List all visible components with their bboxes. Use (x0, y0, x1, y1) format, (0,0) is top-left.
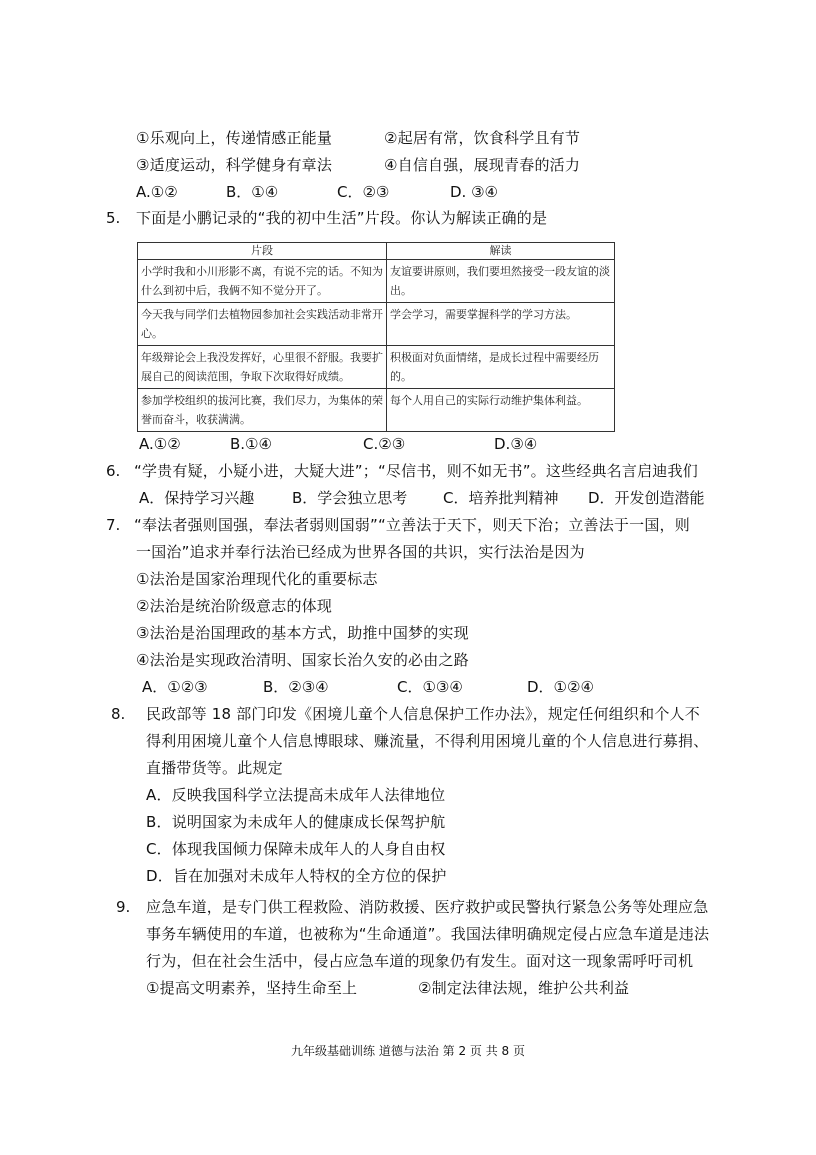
table-header-reading: 解读 (387, 243, 615, 260)
q7-item-4: ④法治是实现政治清明、国家长治久安的必由之路 (136, 651, 469, 669)
q7-option-b: B．②③④ (263, 678, 329, 696)
q5-option-a: A.①② (139, 435, 181, 453)
q8-option-c: C．体现我国倾力保障未成年人的人身自由权 (146, 840, 446, 858)
q4-item-2: ②起居有常，饮食科学且有节 (384, 129, 581, 147)
page-footer: 九年级基础训练 道德与法治 第 2 页 共 8 页 (291, 1044, 525, 1058)
q6-option-d: D．开发创造潜能 (588, 489, 705, 507)
q6-option-c: C．培养批判精神 (443, 489, 559, 507)
q4-option-c: C．②③ (337, 183, 390, 201)
q4-item-1: ①乐观向上，传递情感正能量 (136, 129, 333, 147)
table-cell-reading: 学会学习，需要掌握科学的学习方法。 (387, 303, 615, 346)
table-row (138, 389, 615, 432)
q5-stem: 下面是小鹏记录的“我的初中生活”片段。你认为解读正确的是 (136, 209, 548, 227)
q7-item-3: ③法治是治国理政的基本方式，助推中国梦的实现 (136, 624, 469, 642)
q5-number: 5. (106, 209, 121, 227)
q8-number: 8. (111, 705, 126, 723)
q5-option-b: B.①④ (230, 435, 272, 453)
q5-option-c: C.②③ (363, 435, 406, 453)
table-cell-reading: 积极面对负面情绪，是成长过程中需要经历的。 (387, 346, 615, 389)
table-row (138, 260, 615, 303)
q8-option-b: B．说明国家为未成年人的健康成长保驾护航 (146, 813, 446, 831)
q7-option-a: A．①②③ (142, 678, 208, 696)
table-cell-reading: 每个人用自己的实际行动维护集体利益。 (387, 389, 615, 432)
q4-item-4: ④自信自强，展现青春的活力 (384, 156, 581, 174)
table-cell-fragment: 年级辩论会上我没发挥好，心里很不舒服。我要扩展自己的阅读范围，争取下次取得好成绩。 (138, 346, 387, 389)
q9-item-2: ②制定法律法规，维护公共利益 (418, 979, 630, 997)
q5-table (137, 242, 615, 432)
table-row (138, 346, 615, 389)
q4-option-a: A.①② (136, 183, 178, 201)
q6-option-b: B．学会独立思考 (292, 489, 408, 507)
q9-number: 9. (116, 898, 131, 916)
q7-item-2: ②法治是统治阶级意志的体现 (136, 597, 333, 615)
q7-stem-line-1: “奉法者强则国强，奉法者弱则国弱”“立善法于天下，则天下治；立善法于一国，则 (134, 516, 690, 534)
q8-stem-line-1: 民政部等 18 部门印发《困境儿童个人信息保护工作办法》，规定任何组织和个人不 (146, 705, 700, 723)
q7-item-1: ①法治是国家治理现代化的重要标志 (136, 570, 378, 588)
q5-option-d: D.③④ (494, 435, 538, 453)
table-cell-fragment: 今天我与同学们去植物园参加社会实践活动非常开心。 (138, 303, 387, 346)
table-header-fragment: 片段 (138, 243, 387, 260)
table-cell-fragment: 小学时我和小川形影不离，有说不完的话。不知为什么到初中后，我俩不知不觉分开了。 (138, 260, 387, 303)
q9-stem-line-2: 事务车辆使用的车道，也被称为“生命通道”。我国法律明确规定侵占应急车道是违法 (146, 925, 710, 943)
q9-stem-line-1: 应急车道，是专门供工程救险、消防救援、医疗救护或民警执行紧急公务等处理应急 (146, 898, 709, 916)
q7-option-d: D．①②④ (527, 678, 594, 696)
q8-option-a: A．反映我国科学立法提高未成年人法律地位 (146, 786, 446, 804)
q8-option-d: D．旨在加强对未成年人特权的全方位的保护 (146, 867, 447, 885)
q7-stem-line-2: 一国治”追求并奉行法治已经成为世界各国的共识，实行法治是因为 (136, 543, 585, 561)
q4-option-d: D. ③④ (450, 183, 498, 201)
table-cell-reading: 友谊要讲原则，我们要坦然接受一段友谊的淡出。 (387, 260, 615, 303)
q4-option-b: B．①④ (226, 183, 279, 201)
table-header-row (138, 243, 615, 260)
table-cell-fragment: 参加学校组织的拔河比赛，我们尽力，为集体的荣誉而奋斗，收获满满。 (138, 389, 387, 432)
q9-item-1: ①提高文明素养，坚持生命至上 (146, 979, 358, 997)
q4-item-3: ③适度运动，科学健身有章法 (136, 156, 333, 174)
q7-option-c: C．①③④ (397, 678, 463, 696)
q8-stem-line-2: 得利用困境儿童个人信息博眼球、赚流量，不得利用困境儿童的个人信息进行募捐、 (146, 732, 709, 750)
q8-stem-line-3: 直播带货等。此规定 (146, 759, 283, 777)
q7-number: 7. (106, 516, 121, 534)
table-row (138, 303, 615, 346)
q6-stem: “学贵有疑，小疑小进，大疑大进”；“尽信书，则不如无书”。这些经典名言启迪我们 (134, 462, 698, 480)
q9-stem-line-3: 行为，但在社会生活中，侵占应急车道的现象仍有发生。面对这一现象需呼吁司机 (146, 952, 694, 970)
q6-option-a: A．保持学习兴趣 (139, 489, 255, 507)
q6-number: 6. (106, 462, 121, 480)
